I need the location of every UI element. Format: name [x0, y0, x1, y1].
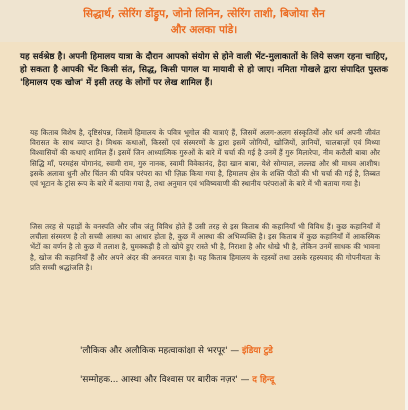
press-quote-2-source: द हिन्दू — [252, 375, 275, 385]
press-quote-1 — [80, 345, 273, 357]
author-list-line1: सिद्धार्थ, त्सेरिंग डोंड्रुप, जोनो लिनिन, त्सेरिंग ताशी, बिजोया सैन — [83, 8, 325, 20]
author-list — [36, 6, 372, 38]
description-paragraph-1: यह किताब विशेष है, दृष्टिसंपन्न, जिसमें हिमालय के पवित्र भूगोल की यात्राएं हैं, जिसमें अलग-अलग संस्कृतियों और धर्म अपनी जीवंत विरासत के साथ व्याप्त है। मिथक कथाओं, किस्सों एवं संस्मरणों के द्वारा इसमें जोगियों, खोजियों, ज्ञानियों, चालबाज़ों एवं मिथ्या विश्वासियों की कथाएं शामिल हैं। इसमें जिन आध्यात्मिक गुरुओं के बारे में चर्चा की गई है उनमें हैं गुरु मिलारेपा, नीम करौली बाबा और सिद्धि माँ, परमहंस योगानंद, स्वामी राम, गुरु नानक, स्वामी विवेकानंद, हैदा खान बाबा, येशे सोग्याल, लल्लद्य और श्री माधव आशीष। इसके अलावा धुनी और चिंतन की पवित्र परंपरा का भी ज़िक्र किया गया है, हिमालय क्षेत्र के शक्ति पीठों की भी चर्चा की गई है, तिब्बत एवं भूटान के ट्रांस रूप के बारे में बताया गया है, तथा अनुमान एवं भविष्यवाणी की स्थानीय परंपराओं के बारे में भी बताया गया है। — [30, 128, 380, 189]
lead-blurb: यह सर्वश्रेष्ठ है। अपनी हिमालय यात्रा के दौरान आपको संयोग से होने वाली भेंट-मुलाकातों के लिये सजग रहना चाहिए, हो सकता है आपकी भेंट किसी संत, सिद्ध, किसी पागल या मायावी से हो जाए। नमिता गोखले द्वारा संपादित पुस्तक 'हिमालय एक खोज' में इसी तरह के लोगों पर लेख शामिल हैं। — [20, 52, 388, 88]
press-quote-1-text: 'लौकिक और अलौकिक महत्वाकांक्षा से भरपूर' — — [80, 346, 242, 356]
author-list-line2: और अलका पांडे। — [170, 24, 238, 36]
press-quote-1-source: इंडिया टुडे — [241, 346, 273, 356]
description-paragraph-2: जिस तरह से पहाड़ों के वनस्पति और जीव जंतु विविध होते हैं उसी तरह से इस किताब की कहानियाँ भी विविध हैं। कुछ कहानियाँ में लचीला संस्मरण है तो सच्ची आस्था का आधार होता है, कुछ में आस्था की अभिव्यक्ति है। इस किताब में कुछ कहानियाँ में आकस्मिक भेंटों का वर्णन है तो कुछ में तलाश है, घुमक्कड़ी है तो खोये हुए रास्ते भी है, निराशा है और धोखे भी है, लेकिन उनमें साधक की भावना है, खोज की कहानियाँ हैं और अपने अंदर की अनवरत यात्रा है। यह किताब हिमालय के रहस्यों तथा उसके रहस्यवाद की गोपनीयता के प्रति सच्ची श्रद्धांजलि है। — [30, 222, 380, 272]
press-quote-2-text: 'सम्मोहक... आस्था और विश्वास पर बारीक नज़र' — — [80, 375, 253, 385]
press-quote-2 — [80, 374, 274, 386]
